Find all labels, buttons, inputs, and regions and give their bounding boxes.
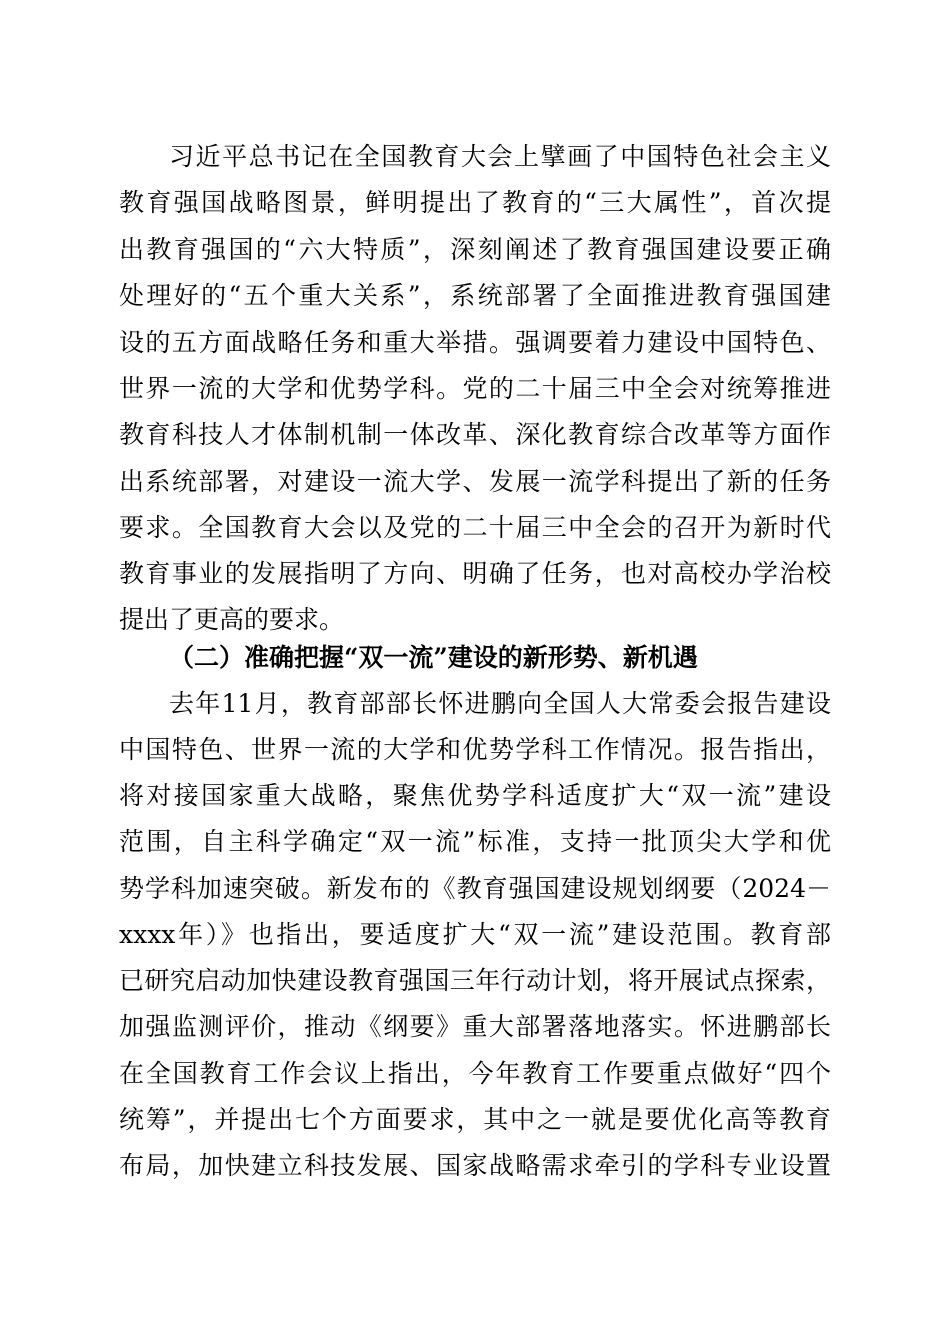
- paragraph-2-line-8: 加强监测评价，推动《纲要》重大部署落地落实。怀进鹏部长: [119, 1012, 831, 1041]
- paragraph-2-line-5: 势学科加速突破。新发布的《教育强国建设规划纲要（2024－: [119, 874, 831, 903]
- paragraph-1-line-7: 教育科技人才体制机制一体改革、深化教育综合改革等方面作: [119, 420, 831, 449]
- paragraph-2-line-7: 已研究启动加快建设教育强国三年行动计划，将开展试点探索，: [119, 966, 831, 995]
- paragraph-2-line-9: 在全国教育工作会议上指出，今年教育工作要重点做好“四个: [119, 1059, 831, 1088]
- paragraph-1-line-5: 设的五方面战略任务和重大举措。强调要着力建设中国特色、: [119, 328, 831, 357]
- paragraph-2-line-2: 中国特色、世界一流的大学和优势学科工作情况。报告指出，: [119, 735, 831, 764]
- paragraph-1-line-4: 处理好的“五个重大关系”，系统部署了全面推进教育强国建: [119, 281, 831, 310]
- paragraph-2-line-6: xxxx年）》也指出，要适度扩大“双一流”建设范围。教育部: [119, 920, 831, 949]
- paragraph-2-line-10: 统筹”，并提出七个方面要求，其中之一就是要优化高等教育: [119, 1105, 831, 1134]
- paragraph-2-line-3: 将对接国家重大战略，聚焦优势学科适度扩大“双一流”建设: [119, 781, 831, 810]
- paragraph-1-line-6: 世界一流的大学和优势学科。党的二十届三中全会对统筹推进: [119, 374, 831, 403]
- paragraph-2-line-4: 范围，自主科学确定“双一流”标准，支持一批顶尖大学和优: [119, 827, 831, 856]
- section-heading: （二）准确把握“双一流”建设的新形势、新机遇: [169, 643, 698, 672]
- paragraph-1-line-10: 教育事业的发展指明了方向、明确了任务，也对高校办学治校: [119, 559, 831, 588]
- paragraph-1-line-3: 出教育强国的“六大特质”，深刻阐述了教育强国建设要正确: [119, 235, 831, 264]
- paragraph-1-line-8: 出系统部署，对建设一流大学、发展一流学科提出了新的任务: [119, 467, 831, 496]
- paragraph-1-line-2: 教育强国战略图景，鲜明提出了教育的“三大属性”，首次提: [119, 188, 831, 217]
- paragraph-2-line-11: 布局，加快建立科技发展、国家战略需求牵引的学科专业设置: [119, 1151, 831, 1180]
- paragraph-2-line-1: 去年11月，教育部部长怀进鹏向全国人大常委会报告建设: [169, 689, 831, 718]
- paragraph-1-line-1: 习近平总书记在全国教育大会上擘画了中国特色社会主义: [169, 142, 831, 171]
- paragraph-1-line-11: 提出了更高的要求。: [119, 605, 345, 634]
- paragraph-1-line-9: 要求。全国教育大会以及党的二十届三中全会的召开为新时代: [119, 513, 831, 542]
